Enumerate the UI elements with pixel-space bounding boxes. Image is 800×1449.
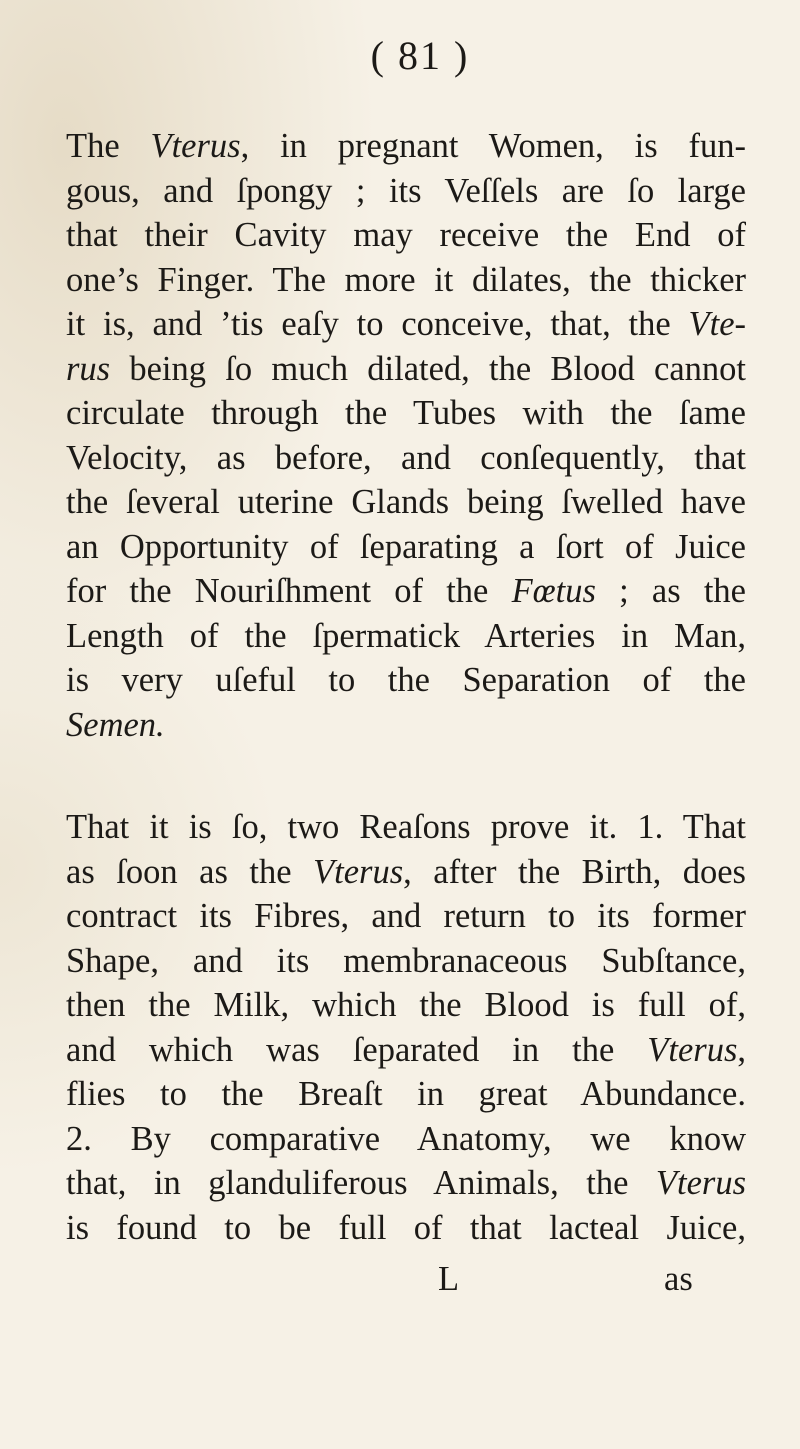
text-line: that their Cavity may receive the End of: [66, 216, 746, 254]
text-line: then the Milk, which the Blood is full of,: [66, 986, 746, 1024]
signature-mark: L: [438, 1260, 460, 1298]
page-number: ( 81 ): [370, 33, 470, 78]
text-line: circulate through the Tubes with the ſame: [66, 394, 746, 432]
text-line: That it is ſo, two Reaſons prove it. 1. That: [66, 808, 746, 846]
text-line: rus being ſo much dilated, the Blood cannot: [66, 349, 746, 388]
text-line: Velocity, as before, and conſequently, that: [66, 438, 746, 477]
catchword: as: [664, 1260, 693, 1298]
text-line: and which was ſeparated in the Vterus,: [66, 1030, 746, 1069]
text-line: it is, and ’tis eaſy to conceive, that, the Vte-: [66, 305, 746, 343]
text-line: The Vterus, in pregnant Women, is fun-: [66, 127, 746, 165]
text-line: that, in glanduliferous Animals, the Vterus: [66, 1164, 746, 1202]
text-line: for the Nouriſhment of the Fœtus ; as the: [66, 572, 746, 610]
text-line: as ſoon as the Vterus, after the Birth, does: [66, 852, 746, 891]
text-line: Shape, and its membranaceous Subſtance,: [66, 941, 746, 980]
paragraph-2: [66, 805, 746, 1250]
text-line: contract its Fibres, and return to its former: [66, 897, 746, 935]
text-line: Length of the ſpermatick Arteries in Man,: [66, 616, 746, 655]
text-line: an Opportunity of ſeparating a ſort of Juice: [66, 527, 746, 566]
text-line: flies to the Breaſt in great Abundance.: [66, 1075, 746, 1113]
text-line: the ſeveral uterine Glands being ſwelled have: [66, 483, 746, 521]
text-line: is very uſeful to the Separation of the: [66, 661, 746, 699]
text-line: Semen.: [66, 705, 165, 744]
text-line: is found to be full of that lacteal Juice,: [66, 1208, 746, 1247]
text-line: one’s Finger. The more it dilates, the thicker: [66, 260, 746, 299]
text-line: gous, and ſpongy ; its Veſſels are ſo large: [66, 171, 746, 210]
paragraph-1: [66, 124, 746, 747]
text-line: 2. By comparative Anatomy, we know: [66, 1119, 746, 1158]
